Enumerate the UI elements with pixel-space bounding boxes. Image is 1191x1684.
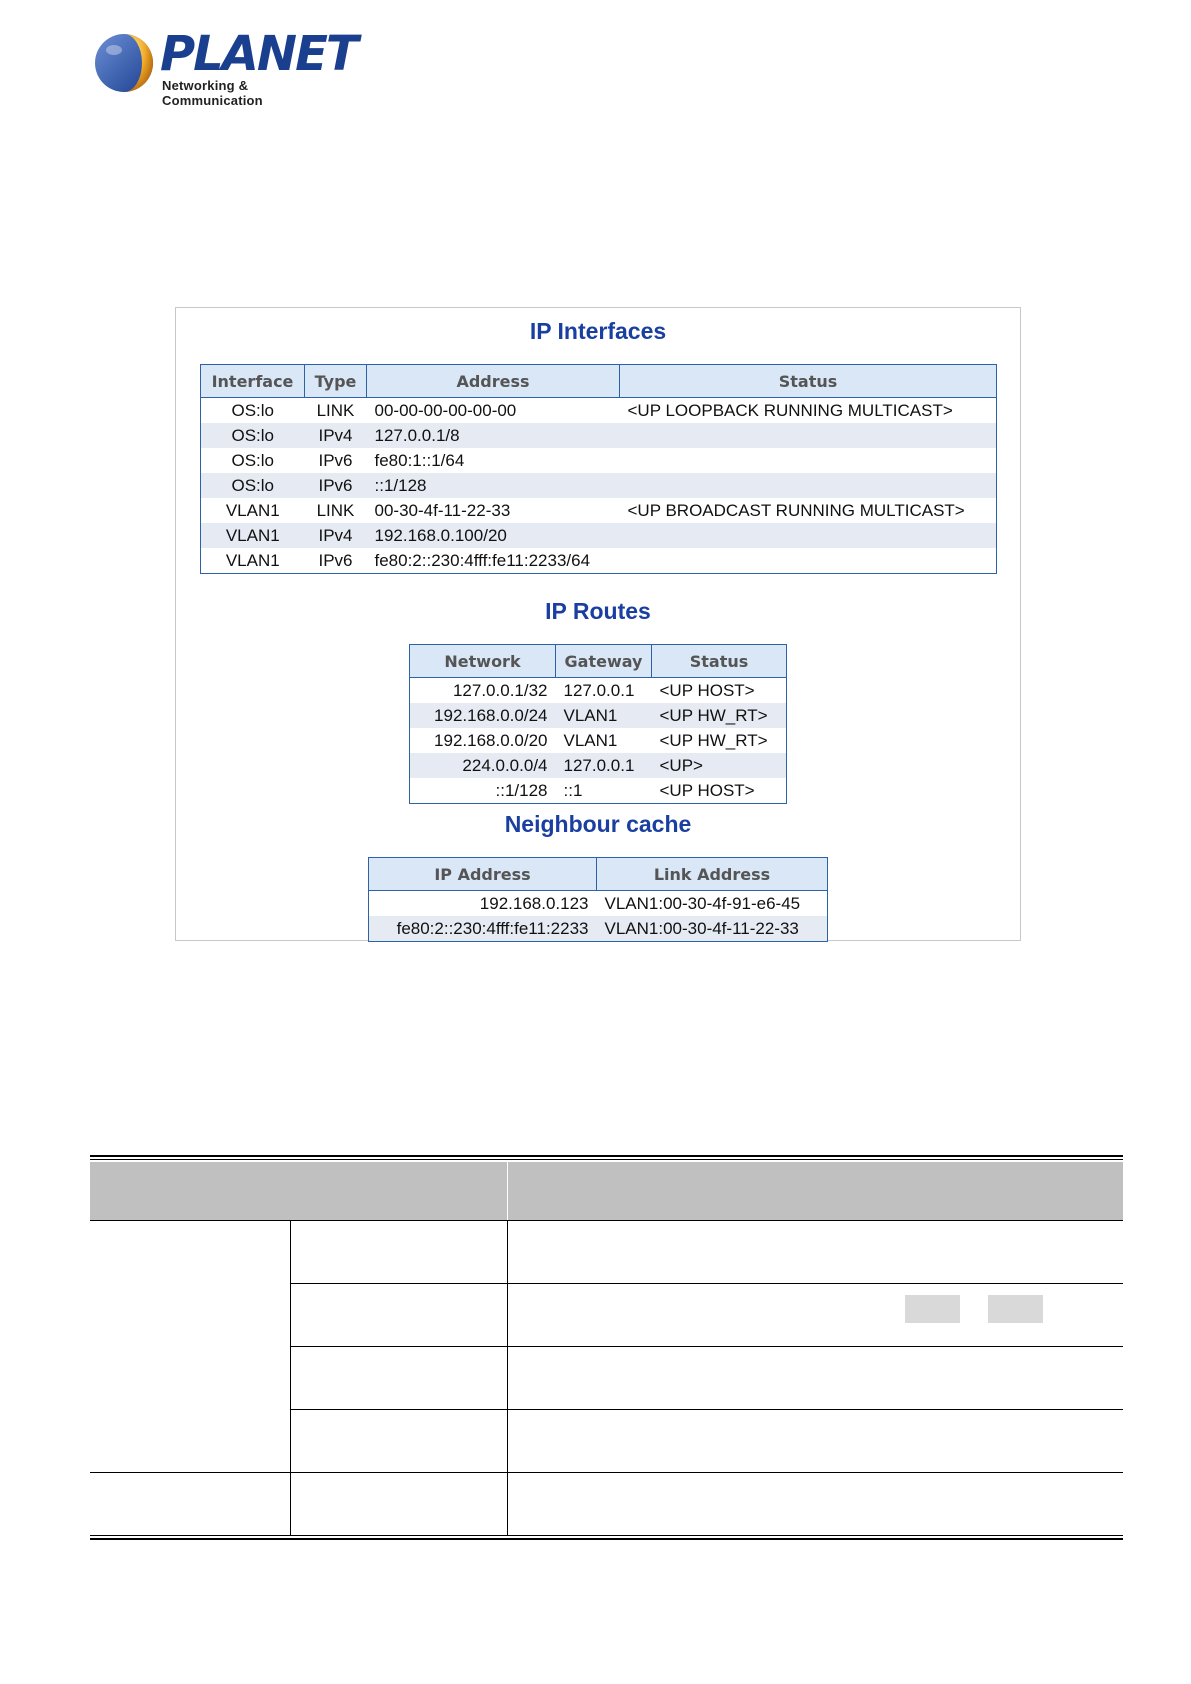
- table-cell: <UP LOOPBACK RUNNING MULTICAST>: [627, 400, 953, 420]
- table-cell: LINK: [316, 400, 355, 420]
- table-cell: <UP HW_RT>: [652, 703, 787, 728]
- row-divider: [290, 1346, 1123, 1347]
- table-cell: OS:lo: [201, 473, 305, 498]
- table-cell: IPv6: [318, 550, 353, 570]
- table-cell: <UP HW_RT>: [659, 730, 768, 750]
- column-header: Network: [410, 645, 556, 678]
- table-cell: VLAN1: [563, 730, 618, 750]
- table-cell: <UP>: [652, 753, 787, 778]
- column-divider: [290, 1220, 291, 1535]
- table-row: [201, 448, 997, 473]
- table-cell: ::1: [563, 780, 583, 800]
- table-cell: [620, 548, 997, 574]
- table-cell: [620, 523, 997, 548]
- table-cell: OS:lo: [231, 400, 275, 420]
- table-cell: VLAN1: [225, 500, 280, 520]
- table-bottom-rule-thick: [90, 1538, 1123, 1540]
- table-bottom-rule: [90, 1535, 1123, 1536]
- table-cell: 127.0.0.1: [556, 753, 652, 778]
- table-row: [410, 778, 787, 804]
- table-cell: <UP HOST>: [659, 680, 755, 700]
- logo-tagline: Networking & Communication: [162, 78, 263, 108]
- table-row: [369, 891, 828, 917]
- table-row: [201, 548, 997, 574]
- table-row: [201, 498, 997, 523]
- row-divider: [90, 1220, 1123, 1221]
- column-header: Type: [305, 365, 367, 398]
- row-divider: [290, 1409, 1123, 1410]
- table-cell: 224.0.0.0/4: [410, 753, 556, 778]
- table-cell: IPv6: [318, 450, 353, 470]
- table-cell: <UP HOST>: [659, 780, 755, 800]
- table-cell: 192.168.0.0/20: [434, 730, 548, 750]
- planet-logo: [92, 26, 357, 108]
- column-header: Gateway: [556, 645, 652, 678]
- table-row: [410, 703, 787, 728]
- column-header: IP Address: [369, 858, 597, 891]
- table-cell: <UP BROADCAST RUNNING MULTICAST>: [627, 500, 965, 520]
- table-cell: VLAN1: [201, 523, 305, 548]
- table-row: [201, 473, 997, 498]
- table-header-band: [90, 1162, 1123, 1220]
- column-header: Address: [367, 365, 620, 398]
- table-row: [369, 916, 828, 942]
- table-cell: ::1/128: [367, 473, 620, 498]
- table-cell: VLAN1:00-30-4f-11-22-33: [597, 916, 828, 942]
- neighbour-cache-title: Neighbour cache: [504, 811, 692, 837]
- table-cell: 192.168.0.123: [479, 893, 589, 913]
- table-cell: 00-00-00-00-00-00: [374, 400, 517, 420]
- column-header: Status: [620, 365, 997, 398]
- table-cell: [620, 473, 997, 498]
- column-divider: [507, 1220, 508, 1535]
- table-row: [201, 423, 997, 448]
- table-row: [201, 398, 997, 424]
- table-cell: VLAN1: [556, 703, 652, 728]
- table-cell: ::1/128: [495, 780, 548, 800]
- column-header: Link Address: [597, 858, 828, 891]
- table-top-rule: [90, 1155, 1123, 1157]
- table-cell: VLAN1: [225, 550, 280, 570]
- table-cell: 192.168.0.100/20: [367, 523, 620, 548]
- table-cell: fe80:1::1/64: [374, 450, 465, 470]
- table-cell: [620, 423, 997, 448]
- table-header-row: [201, 365, 997, 398]
- globe-icon: [92, 30, 156, 94]
- table-cell: 192.168.0.0/24: [410, 703, 556, 728]
- table-cell: IPv4: [305, 423, 367, 448]
- table-cell: VLAN1:00-30-4f-91-e6-45: [604, 893, 801, 913]
- ip-interfaces-table: [200, 364, 997, 574]
- table-header-row: [369, 858, 828, 891]
- table-cell: 127.0.0.1: [563, 680, 635, 700]
- table-top-rule-thin: [90, 1159, 1123, 1160]
- table-row: [410, 678, 787, 704]
- table-cell: fe80:2::230:4fff:fe11:2233: [369, 916, 597, 942]
- table-cell: LINK: [316, 500, 355, 520]
- table-cell: 127.0.0.1/32: [452, 680, 548, 700]
- table-cell: OS:lo: [231, 450, 275, 470]
- table-cell: OS:lo: [201, 423, 305, 448]
- row-divider: [90, 1472, 1123, 1473]
- highlight-box: [988, 1295, 1043, 1323]
- column-header: Status: [652, 645, 787, 678]
- neighbour-cache-table: [368, 857, 828, 942]
- table-cell: 127.0.0.1/8: [367, 423, 620, 448]
- table-row: [410, 728, 787, 753]
- highlight-box: [905, 1295, 960, 1323]
- column-header: Interface: [201, 365, 305, 398]
- ip-routes-title: IP Routes: [545, 598, 651, 624]
- header-divider: [507, 1162, 508, 1220]
- ip-status-panel: [175, 307, 1021, 941]
- table-row: [201, 523, 997, 548]
- table-row: [410, 753, 787, 778]
- row-divider: [290, 1283, 1123, 1284]
- logo-wordmark: PLANET: [160, 26, 357, 82]
- table-cell: [620, 448, 997, 473]
- table-cell: 00-30-4f-11-22-33: [374, 500, 511, 520]
- ip-interfaces-title: IP Interfaces: [529, 318, 667, 344]
- table-header-row: [410, 645, 787, 678]
- ip-routes-table: [409, 644, 787, 804]
- table-cell: fe80:2::230:4fff:fe11:2233/64: [374, 550, 591, 570]
- table-cell: IPv6: [305, 473, 367, 498]
- parameter-description-table: [90, 1155, 1123, 1540]
- table-cell: IPv4: [305, 523, 367, 548]
